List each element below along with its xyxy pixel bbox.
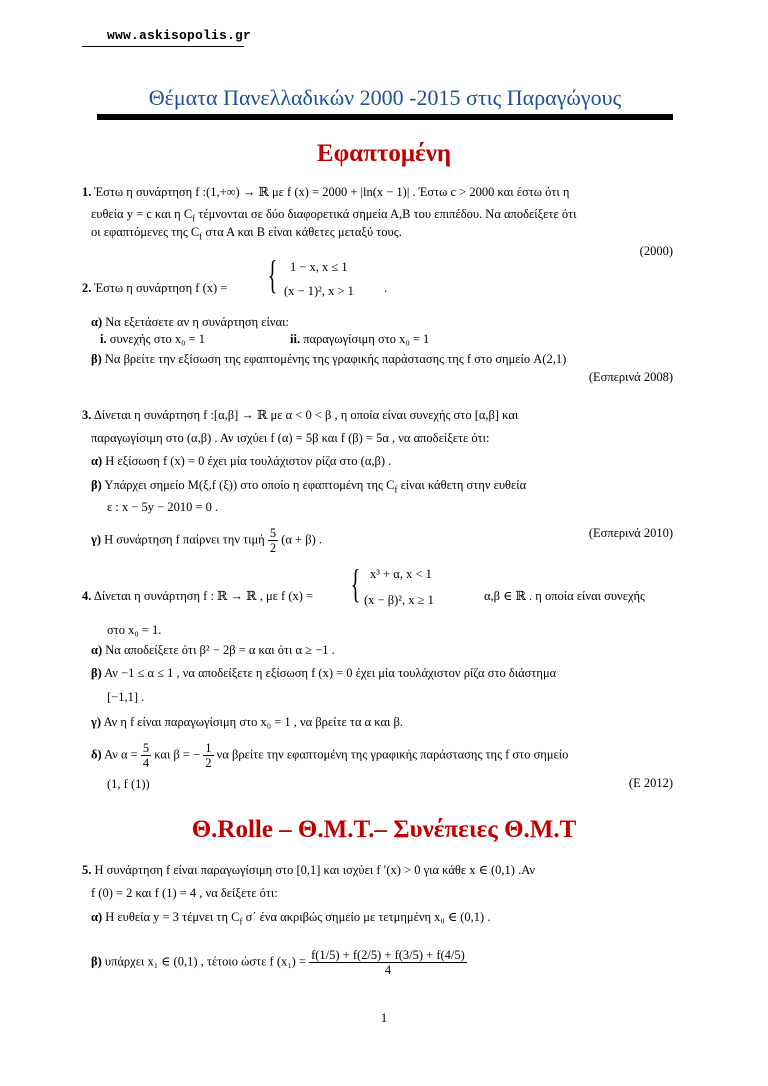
problem-4-a-label: α) xyxy=(91,643,103,657)
problem-3-g xyxy=(91,526,322,555)
problem-1-text-3c: στα Α και Β είναι κάθετες μεταξύ τους. xyxy=(202,225,402,239)
problem-4-a xyxy=(91,642,335,658)
problem-4-b-label: β) xyxy=(91,666,102,680)
problem-4-g xyxy=(91,714,403,730)
banner-title: Θέματα Πανελλαδικών 2000 -2015 στις Παραγώγους xyxy=(97,82,673,114)
problem-2-a xyxy=(91,314,289,330)
problem-2-number: 2. xyxy=(82,281,92,295)
problem-4-d-b-den: 2 xyxy=(205,756,212,770)
problem-2-ai xyxy=(100,331,205,347)
problem-3-a-text: Η εξίσωση f (x) = 0 έχει μία τουλάχιστον ρίζα στο (α,β) . xyxy=(105,454,392,468)
problem-5-a xyxy=(91,909,490,930)
problem-3-year: (Εσπερινά 2010) xyxy=(588,526,673,540)
problem-4-d-mid: και β = − xyxy=(154,747,201,762)
problem-3-b-text-2: είναι κάθετη στην ευθεία xyxy=(397,478,527,492)
problem-3-g-label: γ) xyxy=(91,532,102,547)
problem-4-intro-text: Δίνεται η συνάρτηση f : ℝ → ℝ , με f (x) = xyxy=(93,589,314,603)
problem-4-line-2: στο x₀ = 1. xyxy=(107,623,162,637)
problem-4-intro xyxy=(82,588,313,604)
problem-2-year: (Εσπερινά 2008) xyxy=(588,370,673,384)
problem-1-sub-1: f xyxy=(192,213,196,224)
problem-1-text-1: Έστω η συνάρτηση f :(1,+∞) → ℝ με f (x) = 2000 + |ln(x − 1)| . Έστω c > 2000 και έστω ότι η xyxy=(94,185,570,199)
header-rule xyxy=(82,46,244,47)
problem-3-b xyxy=(91,477,526,498)
problem-3-g-fraction xyxy=(268,526,278,555)
problem-1-text-2c: τέμνονται σε δύο διαφορετικά σημεία Α,Β του επιπέδου. Να αποδείξετε ότι xyxy=(195,207,577,221)
problem-4-g-label: γ) xyxy=(91,715,102,729)
problem-4-d-line-2: (1, f (1)) xyxy=(107,777,150,791)
problem-3-line-1 xyxy=(82,407,518,423)
problem-3-b-line-2: ε : x − 5y − 2010 = 0 . xyxy=(107,500,219,514)
problem-4-d-pre: Αν α = xyxy=(104,747,138,762)
problem-4-brace: { xyxy=(350,561,361,606)
problem-2-b-label: β) xyxy=(91,352,102,366)
problem-3-g-den: 2 xyxy=(269,541,277,555)
problem-2-ai-label: i. xyxy=(100,332,107,346)
problem-1-year: (2000) xyxy=(639,244,673,258)
problem-2-intro-text: Έστω η συνάρτηση f (x) = xyxy=(94,281,228,295)
problem-5-b-label: β) xyxy=(91,954,102,969)
problem-1-number: 1. xyxy=(82,185,92,199)
problem-5-b-text: υπάρχει x₁ ∈ (0,1) , τέτοιο ώστε f (x₁) = xyxy=(104,954,306,969)
problem-2-ai-text: συνεχής στο x₀ = 1 xyxy=(109,332,206,346)
problem-4-case-2: (x − β)², x ≥ 1 xyxy=(364,593,434,607)
section-title-rolle: Θ.Rolle – Θ.Μ.Τ.– Συνέπειες Θ.Μ.Τ xyxy=(191,816,577,843)
problem-3-text-1: Δίνεται η συνάρτηση f :[α,β] → ℝ με α < 0 < β , η οποία είναι συνεχής στο [α,β] και xyxy=(93,408,519,422)
problem-5-line-2: f (0) = 2 και f (1) = 4 , να δείξετε ότι: xyxy=(91,886,278,900)
problem-4-d-a-den: 4 xyxy=(142,756,150,770)
problem-5-b-den: 4 xyxy=(384,963,392,977)
problem-4-after: α,β ∈ ℝ . η οποία είναι συνεχής xyxy=(484,589,645,603)
section-title-tangent: Εφαπτομένη xyxy=(316,140,452,167)
problem-4-b xyxy=(91,665,556,681)
problem-3-b-sub: f xyxy=(394,484,398,495)
problem-5-b-num: f(1/5) + f(2/5) + f(3/5) + f(4/5) xyxy=(311,948,465,962)
problem-3-line-2: παραγωγίσιμη στο (α,β) . Αν ισχύει f (α) = 5β και f (β) = 5α , να αποδείξετε ότι: xyxy=(91,431,490,445)
problem-5-a-label: α) xyxy=(91,910,103,924)
problem-2-case-2: (x − 1)², x > 1 xyxy=(284,284,354,298)
problem-2-case-1: 1 − x, x ≤ 1 xyxy=(290,260,348,274)
problem-2-b xyxy=(91,351,566,367)
title-banner xyxy=(97,85,673,120)
problem-4-a-text: Να αποδείξετε ότι β² − 2β = α και ότι α ≥ −1 . xyxy=(105,643,335,657)
problem-4-d-post: να βρείτε την εφαπτομένη της γραφικής παράστασης της f στο σημείο xyxy=(216,747,569,762)
problem-5-line-1 xyxy=(82,862,535,878)
problem-3-a-label: α) xyxy=(91,454,103,468)
problem-5-number: 5. xyxy=(82,863,92,877)
problem-5-b xyxy=(91,948,467,977)
problem-5-a-text-2: σ΄ ένα ακριβώς σημείο με τετμημένη x₀ ∈ (0,1) . xyxy=(242,910,491,924)
problem-4-d-a-num: 5 xyxy=(142,741,150,755)
problem-1-text-2: ευθεία y = c και η C xyxy=(91,207,193,221)
problem-3-a xyxy=(91,453,391,469)
problem-4-b-line-2: [−1,1] . xyxy=(107,690,145,704)
problem-4-d-b-num: 1 xyxy=(205,741,212,755)
problem-2-brace: { xyxy=(267,252,278,297)
problem-2-aii-label: ii. xyxy=(290,332,301,346)
problem-4-d-label: δ) xyxy=(91,747,102,762)
problem-2-intro xyxy=(82,280,227,296)
site-url[interactable]: www.askisopolis.gr xyxy=(107,28,252,43)
problem-1-line-3 xyxy=(91,224,402,245)
problem-3-g-num: 5 xyxy=(269,526,277,540)
problem-4-year: (Ε 2012) xyxy=(628,776,673,790)
problem-3-g-text: Η συνάρτηση f παίρνει την τιμή xyxy=(104,532,265,547)
problem-4-g-text: Αν η f είναι παραγωγίσιμη στο x₀ = 1 , να βρείτε τα α και β. xyxy=(103,715,404,729)
problem-3-g-after: (α + β) . xyxy=(281,532,323,547)
problem-4-d xyxy=(91,741,568,770)
problem-2-aii xyxy=(290,331,429,347)
problem-1-text-3: οι εφαπτόμενες της C xyxy=(91,225,200,239)
problem-2-a-text: Να εξετάσετε αν η συνάρτηση είναι: xyxy=(105,315,289,329)
problem-3-b-text: Υπάρχει σημείο M(ξ,f (ξ)) στο οποίο η εφαπτομένη της C xyxy=(104,478,395,492)
problem-4-b-text: Αν −1 ≤ α ≤ 1 , να αποδείξετε η εξίσωση f (x) = 0 έχει μία τουλάχιστον ρίζα στο διάστημα xyxy=(104,666,557,680)
problem-2-a-label: α) xyxy=(91,315,103,329)
problem-2-b-text: Να βρείτε την εξίσωση της εφαπτομένης της γραφικής παράστασης της f στο σημείο A(2,1) xyxy=(104,352,567,366)
problem-2-aii-text: παραγωγίσιμη στο x₀ = 1 xyxy=(303,332,430,346)
problem-5-b-fraction xyxy=(309,948,467,977)
problem-3-number: 3. xyxy=(82,408,92,422)
problem-5-a-text: Η ευθεία y = 3 τέμνει τη C xyxy=(105,910,240,924)
problem-4-number: 4. xyxy=(82,589,92,603)
page-number: 1 xyxy=(380,1010,388,1025)
problem-4-d-frac-a xyxy=(141,741,151,770)
problem-1-line-1 xyxy=(82,184,569,200)
problem-1-sub-2: f xyxy=(199,231,203,242)
problem-3-b-label: β) xyxy=(91,478,102,492)
problem-4-d-frac-b xyxy=(203,741,213,770)
problem-2-dot: . xyxy=(384,281,388,295)
problem-4-case-1: x³ + α, x < 1 xyxy=(370,567,432,581)
problem-5-a-sub: f xyxy=(239,916,243,927)
problem-5-text-1: Η συνάρτηση f είναι παραγωγίσιμη στο [0,1] και ισχύει f ′(x) > 0 για κάθε x ∈ (0,1) .Αν xyxy=(94,863,535,877)
